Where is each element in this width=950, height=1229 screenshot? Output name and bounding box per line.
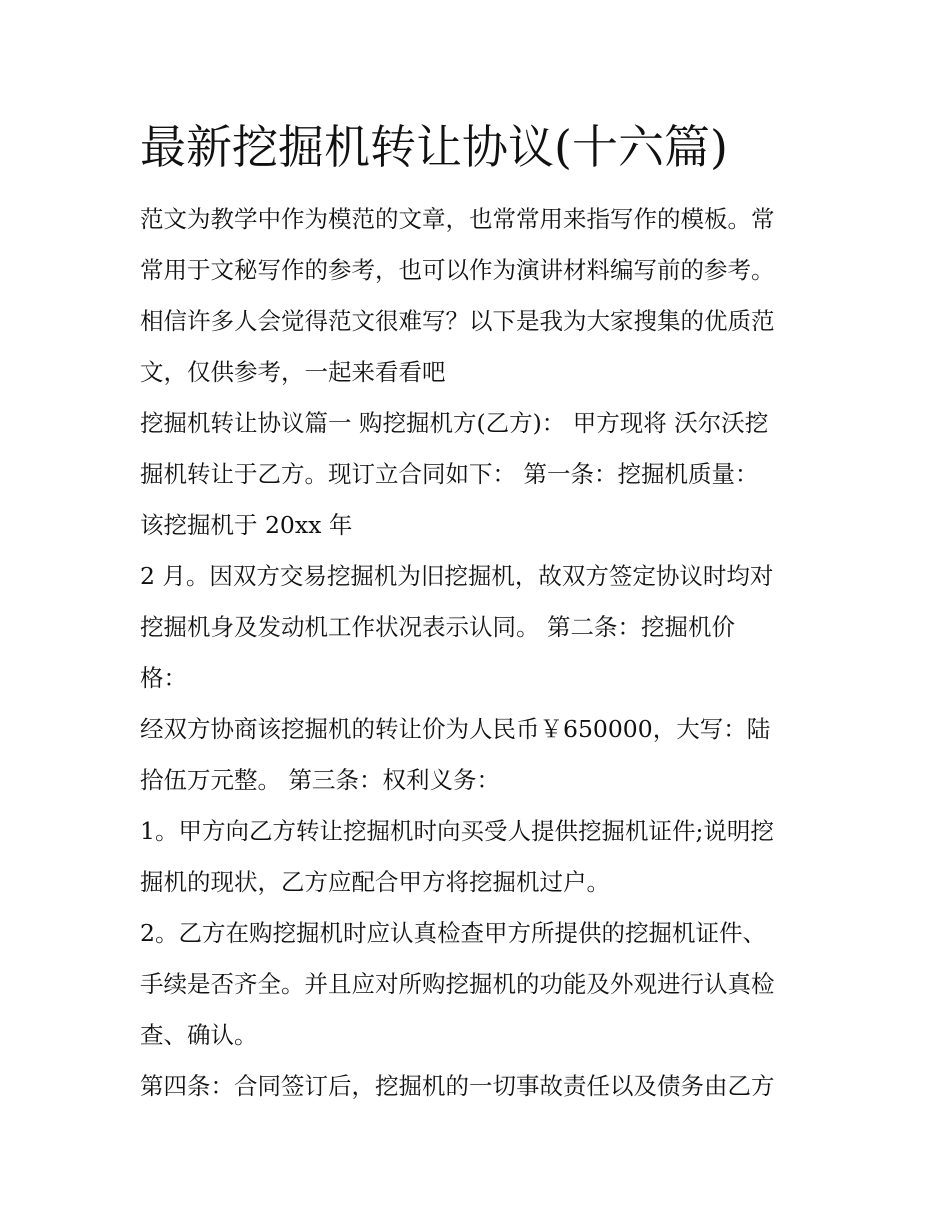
text-line: 文，仅供参考，一起来看看吧 bbox=[140, 358, 446, 386]
text-line: 掘机转让于乙方。现订立合同如下： 第一条：挖掘机质量： bbox=[140, 460, 759, 488]
text-line: 经双方协商该挖掘机的转让价为人民币￥650000，大写：陆 bbox=[140, 715, 771, 743]
text-line: 2。乙方在购挖掘机时应认真检查甲方所提供的挖掘机证件、 bbox=[140, 919, 766, 947]
paragraph-article-1 bbox=[140, 398, 820, 551]
text-line: 挖掘机转让协议篇一 购挖掘机方(乙方)： 甲方现将 沃尔沃挖 bbox=[140, 409, 769, 437]
text-line: 该挖掘机于 20xx 年 bbox=[140, 511, 353, 539]
document-page bbox=[140, 112, 820, 1112]
paragraph-article-4 bbox=[140, 1061, 820, 1112]
paragraph-clause-1 bbox=[140, 806, 820, 908]
paragraph-clause-2 bbox=[140, 908, 820, 1061]
paragraph-article-1-cont bbox=[140, 551, 820, 704]
text-line: 2 月。因双方交易挖掘机为旧挖掘机，故双方签定协议时均对 bbox=[140, 562, 774, 590]
text-line: 常用于文秘写作的参考，也可以作为演讲材料编写前的参考。 bbox=[140, 256, 775, 284]
text-line: 第四条：合同签订后，挖掘机的一切事故责任以及债务由乙方 bbox=[140, 1072, 775, 1100]
text-line: 相信许多人会觉得范文很难写？以下是我为大家搜集的优质范 bbox=[140, 307, 775, 335]
text-line: 掘机的现状，乙方应配合甲方将挖掘机过户。 bbox=[140, 868, 610, 896]
text-line: 查、确认。 bbox=[140, 1021, 258, 1049]
text-line: 手续是否齐全。并且应对所购挖掘机的功能及外观进行认真检 bbox=[140, 970, 775, 998]
document-body bbox=[140, 194, 820, 1112]
text-line: 1。甲方向乙方转让挖掘机时向买受人提供挖掘机证件;说明挖 bbox=[140, 817, 774, 845]
text-line: 范文为教学中作为模范的文章，也常常用来指写作的模板。常 bbox=[140, 205, 775, 233]
text-line: 拾伍万元整。 第三条：权利义务： bbox=[140, 766, 500, 794]
text-line: 挖掘机身及发动机工作状况表示认同。 第二条：挖掘机价 bbox=[140, 613, 735, 641]
paragraph-article-2 bbox=[140, 704, 820, 806]
document-title: 最新挖掘机转让协议(十六篇) bbox=[140, 120, 728, 174]
paragraph-intro bbox=[140, 194, 820, 398]
text-line: 格： bbox=[140, 664, 187, 692]
